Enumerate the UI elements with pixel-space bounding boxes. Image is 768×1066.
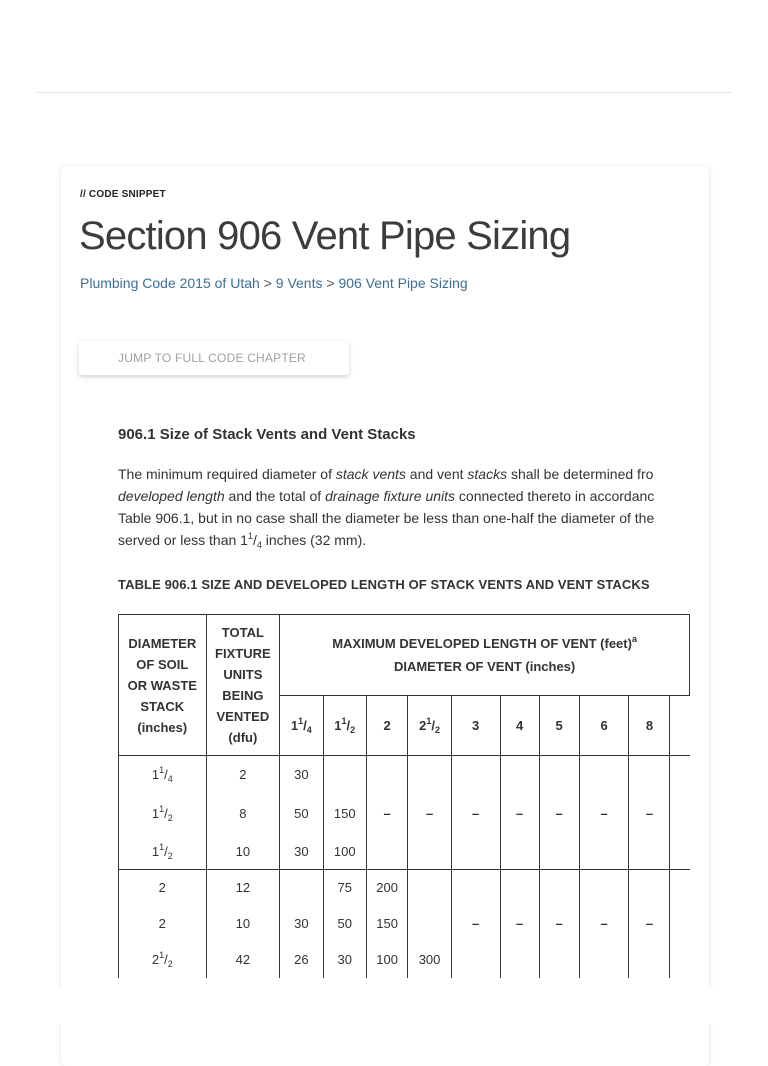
breadcrumb-link-section[interactable]: 906 Vent Pipe Sizing — [338, 275, 468, 291]
col-header-max-length: MAXIMUM DEVELOPED LENGTH OF VENT (feet)$^a$ DIAMETER OF VENT (inches) — [280, 615, 690, 696]
code-snippet-card — [61, 166, 709, 1066]
header-line: FIXTURE — [215, 646, 271, 661]
section-heading: 906.1 Size of Stack Vents and Vent Stacks — [118, 426, 416, 443]
cell-vent-length-4: – — [408, 794, 451, 834]
breadcrumb-separator: > — [263, 275, 272, 291]
cell-vent-length-9: – — [629, 906, 670, 942]
breadcrumb-separator: > — [326, 275, 335, 291]
vent-size-header-3: 2 — [366, 696, 407, 756]
cell-vent-length-9: – — [629, 794, 670, 834]
header-line: STACK — [140, 698, 185, 714]
cell-overflow — [670, 906, 690, 942]
cell-vent-length-3: 100 — [366, 942, 407, 978]
table-row — [119, 870, 690, 906]
cell-vent-length-9 — [629, 756, 670, 794]
cell-vent-length-7: – — [539, 794, 579, 834]
cell-vent-length-2: 100 — [323, 834, 366, 870]
vent-size-header-7: 5 — [539, 696, 579, 756]
cell-vent-length-5: – — [451, 906, 500, 942]
breadcrumb — [80, 275, 468, 291]
section-content — [118, 426, 690, 978]
paragraph-line-2: developed length and the total of drainage fixture units connected thereto in accordanc — [118, 488, 655, 504]
vent-size-header-overflow — [670, 696, 690, 756]
header-divider — [37, 92, 732, 93]
cell-diameter: $1^1/_2$ — [119, 794, 207, 834]
cell-vent-length-7 — [539, 942, 579, 978]
cell-vent-length-6 — [500, 834, 539, 870]
cell-vent-length-5 — [451, 942, 500, 978]
cell-vent-length-5 — [451, 870, 500, 906]
cell-dfu: 10 — [206, 906, 280, 942]
col-header-fixture-units — [206, 615, 280, 756]
paragraph-line-3: Table 906.1, but in no case shall the diameter be less than one-half the diameter of the — [118, 510, 655, 526]
header-line: VENTED — [216, 709, 270, 724]
vent-size-header-4: $2^1/_2$ — [408, 696, 451, 756]
header-line: (dfu) — [228, 730, 258, 745]
page-bottom-mask — [0, 988, 768, 1024]
cell-vent-length-8: – — [579, 906, 629, 942]
vent-size-header-5: 3 — [451, 696, 500, 756]
cell-overflow — [670, 870, 690, 906]
cell-vent-length-3: – — [366, 794, 407, 834]
cell-vent-length-2 — [323, 756, 366, 794]
section-paragraph — [118, 463, 690, 553]
cell-vent-length-6 — [500, 756, 539, 794]
cell-vent-length-5 — [451, 756, 500, 794]
cell-overflow — [670, 756, 690, 794]
table-row — [119, 942, 690, 978]
cell-vent-length-1: 26 — [280, 942, 323, 978]
col-header-diameter — [119, 615, 207, 756]
vent-size-header-6: 4 — [500, 696, 539, 756]
cell-vent-length-6: – — [500, 794, 539, 834]
table-title: TABLE 906.1 SIZE AND DEVELOPED LENGTH OF STACK VENTS AND VENT STACKS — [118, 577, 650, 592]
cell-vent-length-8: – — [579, 794, 629, 834]
cell-dfu: 10 — [206, 834, 280, 870]
breadcrumb-link-chapter[interactable]: 9 Vents — [275, 275, 323, 291]
header-line: DIAMETER — [128, 635, 197, 651]
cell-vent-length-3 — [366, 834, 407, 870]
cell-vent-length-8 — [579, 870, 629, 906]
cell-diameter: 2 — [119, 906, 207, 942]
cell-vent-length-1: 30 — [280, 906, 323, 942]
table-row — [119, 906, 690, 942]
cell-vent-length-9 — [629, 942, 670, 978]
cell-vent-length-4 — [408, 834, 451, 870]
paragraph-line-4: served or less than $1^1/_4$ inches (32 mm). — [118, 531, 367, 550]
cell-vent-length-5 — [451, 834, 500, 870]
cell-vent-length-2: 150 — [323, 794, 366, 834]
cell-vent-length-2: 75 — [323, 870, 366, 906]
cell-vent-length-7: – — [539, 906, 579, 942]
cell-vent-length-9 — [629, 870, 670, 906]
cell-dfu: 12 — [206, 870, 280, 906]
cell-vent-length-1: 50 — [280, 794, 323, 834]
breadcrumb-link-code[interactable]: Plumbing Code 2015 of Utah — [80, 275, 260, 291]
cell-vent-length-1: 30 — [280, 756, 323, 794]
cell-vent-length-1: 30 — [280, 834, 323, 870]
header-line: TOTAL — [221, 625, 264, 640]
table-row — [119, 834, 690, 870]
header-line: OF SOIL — [136, 656, 189, 672]
cell-vent-length-9 — [629, 834, 670, 870]
cell-overflow — [670, 942, 690, 978]
jump-to-chapter-button[interactable]: JUMP TO FULL CODE CHAPTER — [79, 341, 349, 375]
header-line: (inches) — [137, 719, 188, 735]
cell-diameter: $1^1/_4$ — [119, 756, 207, 794]
header-line: BEING — [222, 688, 264, 703]
vent-size-header-2: $1^1/_2$ — [323, 696, 366, 756]
table-row — [119, 794, 690, 834]
cell-vent-length-6 — [500, 870, 539, 906]
cell-diameter: $1^1/_2$ — [119, 834, 207, 870]
vent-size-header-8: 6 — [579, 696, 629, 756]
cell-dfu: 8 — [206, 794, 280, 834]
cell-vent-length-4 — [408, 870, 451, 906]
cell-dfu: 2 — [206, 756, 280, 794]
cell-vent-length-8 — [579, 834, 629, 870]
cell-vent-length-2: 50 — [323, 906, 366, 942]
cell-vent-length-7 — [539, 756, 579, 794]
header-line: UNITS — [223, 667, 263, 682]
cell-vent-length-4: 300 — [408, 942, 451, 978]
cell-vent-length-3: 150 — [366, 906, 407, 942]
cell-vent-length-6 — [500, 942, 539, 978]
cell-vent-length-8 — [579, 756, 629, 794]
cell-vent-length-7 — [539, 870, 579, 906]
cell-overflow — [670, 834, 690, 870]
cell-vent-length-7 — [539, 834, 579, 870]
vent-sizing-table — [118, 614, 690, 978]
cell-diameter: 2 — [119, 870, 207, 906]
page-title: Section 906 Vent Pipe Sizing — [79, 214, 571, 258]
snippet-eyebrow: // CODE SNIPPET — [80, 189, 166, 200]
cell-vent-length-3 — [366, 756, 407, 794]
cell-diameter: $2^1/_2$ — [119, 942, 207, 978]
cell-vent-length-4 — [408, 906, 451, 942]
vent-size-header-1: $1^1/_4$ — [280, 696, 323, 756]
cell-vent-length-4 — [408, 756, 451, 794]
cell-vent-length-3: 200 — [366, 870, 407, 906]
paragraph-line-1: The minimum required diameter of stack vents and vent stacks shall be determined fro — [118, 466, 654, 482]
cell-vent-length-2: 30 — [323, 942, 366, 978]
header-line: OR WASTE — [127, 677, 197, 693]
cell-vent-length-5: – — [451, 794, 500, 834]
vent-size-header-9: 8 — [629, 696, 670, 756]
cell-overflow — [670, 794, 690, 834]
cell-vent-length-8 — [579, 942, 629, 978]
table-row — [119, 756, 690, 794]
cell-dfu: 42 — [206, 942, 280, 978]
cell-vent-length-6: – — [500, 906, 539, 942]
cell-vent-length-1 — [280, 870, 323, 906]
